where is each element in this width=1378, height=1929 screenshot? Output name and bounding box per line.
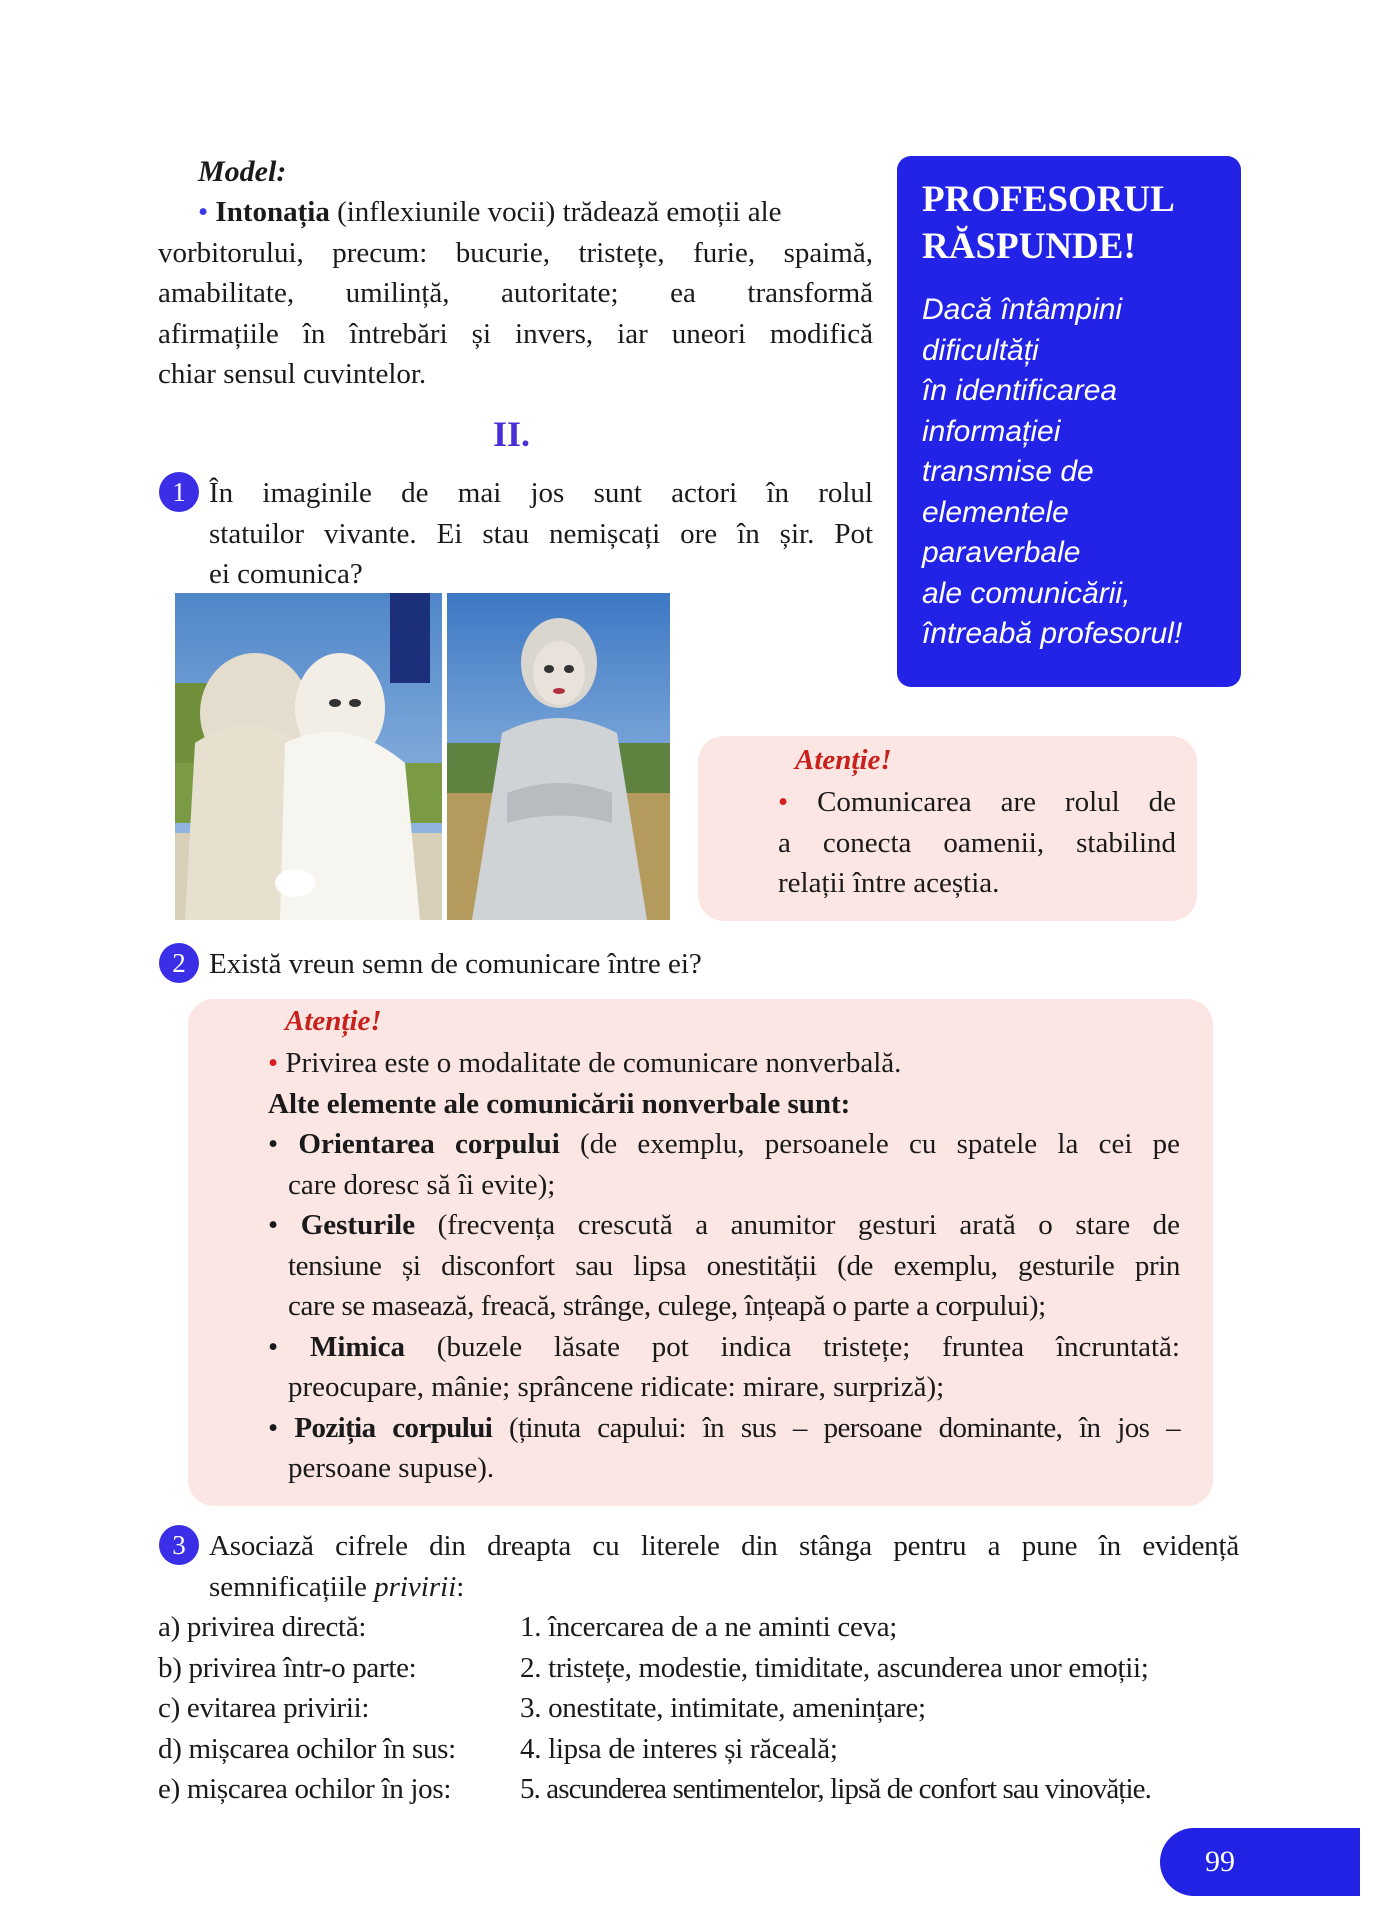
question-number-2: 2 — [159, 943, 199, 983]
teacher-box-body: Dacă întâmpini dificultăți în identificarea informației transmise de elementele paraverbale ale comunicării, întreabă profesorul! — [922, 293, 1183, 650]
nonverbal-item-1: • Orientarea corpului (de exemplu, persoanele cu spatele la cei pe — [268, 1128, 1181, 1160]
nonverbal-item-3-cont: preocupare, mânie; sprâncene ridicate: mirare, surpriză); — [288, 1371, 945, 1403]
attention-box-1 — [698, 736, 1197, 921]
q3-right-1: 1. încercarea de a ne aminti ceva; — [520, 1611, 898, 1643]
nonverbal-item-3: • Mimica (buzele lăsate pot indica tristețe; fruntea încruntată: — [268, 1331, 1180, 1363]
model-term: Intonația — [215, 196, 330, 228]
attention1-line-2: a conecta oamenii, stabilind — [778, 827, 1176, 859]
q1-line-2: statuilor vivante. Ei stau nemișcați ore în șir. Pot — [209, 518, 873, 550]
attention-title-1: Atenție! — [795, 744, 892, 776]
attention2-line-1: • Privirea este o modalitate de comunicare nonverbală. — [268, 1047, 902, 1079]
attention2-heading: Alte elemente ale comunicării nonverbale sunt: — [268, 1088, 851, 1120]
photo-living-statues-pair — [175, 593, 442, 920]
model-line-2: vorbitorului, precum: bucurie, tristețe, furie, spaimă, — [158, 237, 873, 269]
attention-box-2 — [188, 999, 1213, 1506]
q1-line-1: În imaginile de mai jos sunt actori în rolul — [209, 477, 873, 509]
bullet-icon: • — [778, 786, 789, 818]
q2-text: Există vreun semn de comunicare între ei? — [209, 948, 702, 980]
model-line-3: amabilitate, umilință, autoritate; ea transformă — [158, 277, 873, 309]
photo-living-statue-woman-image — [447, 593, 670, 920]
q3-left-b: b) privirea într-o parte: — [158, 1652, 417, 1684]
q3-left-c: c) evitarea privirii: — [158, 1692, 370, 1724]
q3-line-1: Asociază cifrele din dreapta cu literele din stânga pentru a pune în evidență — [209, 1530, 1239, 1562]
q3-right-5: 5. ascunderea sentimentelor, lipsă de confort sau vinovăție. — [520, 1773, 1151, 1805]
attention1-line-3: relații între aceștia. — [778, 867, 1000, 899]
q3-line-2: semnificațiile privirii: — [209, 1571, 465, 1603]
nonverbal-item-4: • Poziția corpului (ținuta capului: în sus – persoane dominante, în jos – — [268, 1412, 1180, 1444]
nonverbal-item-4-cont: persoane supuse). — [288, 1452, 495, 1484]
section-numeral: II. — [493, 414, 531, 454]
attention1-line-1: • Comunicarea are rolul de — [778, 786, 1176, 818]
teacher-box-title: PROFESORUL RĂSPUNDE! — [922, 179, 1175, 267]
model-line-5: chiar sensul cuvintelor. — [158, 358, 427, 390]
question-number-1: 1 — [159, 472, 199, 512]
nonverbal-item-1-cont: care doresc să îi evite); — [288, 1169, 556, 1201]
model-heading: Model: — [198, 155, 287, 188]
attention-title-2: Atenție! — [285, 1005, 382, 1037]
model-line-1: • Intonația (inflexiunile vocii) trădează emoții ale — [198, 196, 782, 228]
q1-line-3: ei comunica? — [209, 558, 363, 590]
nonverbal-item-2: • Gesturile (frecvența crescută a anumitor gesturi arată o stare de — [268, 1209, 1181, 1241]
bullet-icon: • — [268, 1047, 279, 1079]
question-number-3: 3 — [159, 1525, 199, 1565]
nonverbal-item-2-cont-2: care se masează, freacă, strânge, culege, înțeapă o parte a corpului); — [288, 1290, 1046, 1322]
photo-living-statue-woman — [447, 593, 670, 920]
model-line-4: afirmațiile în întrebări și invers, iar uneori modifică — [158, 318, 873, 350]
q3-right-2: 2. tristețe, modestie, timiditate, ascunderea unor emoții; — [520, 1652, 1149, 1684]
nonverbal-item-2-cont-1: tensiune și disconfort sau lipsa onestității (de exemplu, gesturile prin — [288, 1250, 1180, 1282]
model-section — [158, 152, 873, 233]
bullet-icon: • — [198, 196, 209, 228]
page-number: 99 — [1160, 1828, 1360, 1896]
photo-living-statues-pair-image — [175, 593, 442, 920]
q3-right-4: 4. lipsa de interes și răceală; — [520, 1733, 838, 1765]
q3-right-3: 3. onestitate, intimitate, amenințare; — [520, 1692, 926, 1724]
q3-left-a: a) privirea directă: — [158, 1611, 367, 1643]
q3-left-e: e) mișcarea ochilor în jos: — [158, 1773, 452, 1805]
q3-left-d: d) mișcarea ochilor în sus: — [158, 1733, 456, 1765]
teacher-answers-box — [897, 156, 1241, 687]
